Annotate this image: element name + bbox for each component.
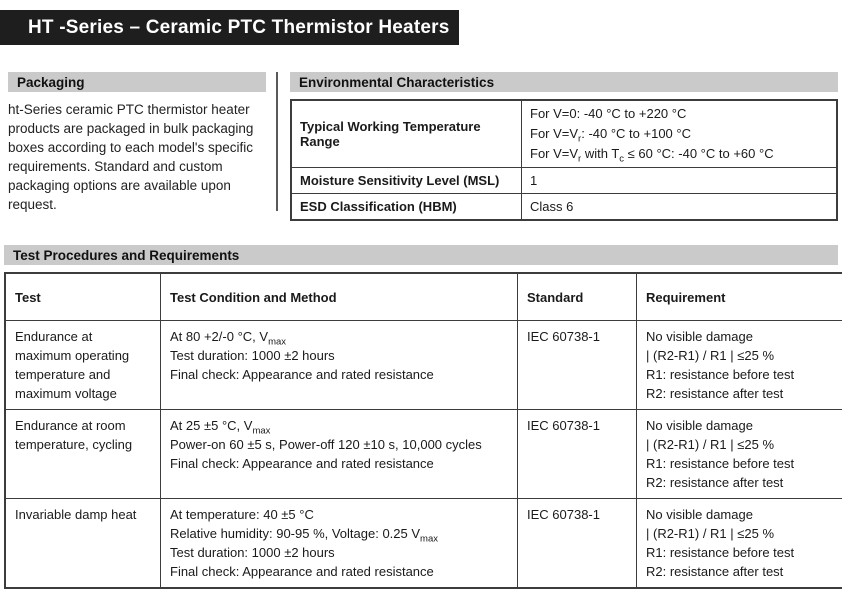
table-row [5,499,842,589]
environmental-heading-bar [290,72,838,92]
packaging-body-text: ht-Series ceramic PTC thermistor heater products are packaged in bulk packaging boxes according to each model's specific requirements. Standard and custom packaging options are available upon request. [8,100,266,214]
env-row-value: For V=0: -40 °C to +220 °C For $V=V_r$: -40 °C to +100 °C For $V=V_r$ with $T_c \le 60$ °C: -40 °C to +60 °C [522,100,838,168]
packaging-section [8,72,266,221]
packaging-heading: Packaging [8,75,85,90]
standard-cell: IEC 60738-1 [518,410,637,499]
table-row [5,410,842,499]
test-cell: Invariable damp heat [5,499,161,589]
table-row [291,100,837,168]
page-title-bar [0,10,459,45]
table-row [291,168,837,194]
condition-cell: At 80 +2/-0 °C, $V_{max}$ Test duration: 1000 ±2 hours Final check: Appearance and rated resistance [161,321,518,410]
env-row-label: Moisture Sensitivity Level (MSL) [291,168,522,194]
condition-cell: At temperature: 40 ±5 °C Relative humidity: 90-95 %, Voltage: 0.25 $V_{max}$ Test duration: 1000 ±2 hours Final check: Appearance and rated resistance [161,499,518,589]
test-cell: Endurance at room temperature, cycling [5,410,161,499]
environmental-heading: Environmental Characteristics [290,75,494,90]
test-cell: Endurance at maximum operating temperature and maximum voltage [5,321,161,410]
column-header-requirement: Requirement [637,273,842,321]
test-procedures-table [4,272,842,589]
environmental-table [290,99,838,221]
env-row-label: ESD Classification (HBM) [291,194,522,221]
column-header-standard: Standard [518,273,637,321]
intro-section [0,72,842,221]
table-header-row [5,273,842,321]
condition-cell: At 25 ±5 °C, $V_{max}$ Power-on 60 ±5 s, Power-off 120 ±10 s, 10,000 cycles Final check: Appearance and rated resistance [161,410,518,499]
table-row [5,321,842,410]
test-procedures-heading: Test Procedures and Requirements [4,248,239,263]
packaging-heading-bar [8,72,266,92]
environmental-section [290,72,838,221]
column-divider [276,72,278,211]
standard-cell: IEC 60738-1 [518,499,637,589]
requirement-cell: No visible damage | (R2-R1) / R1 | ≤25 % R1: resistance before test R2: resistance after test [637,410,842,499]
column-header-test: Test [5,273,161,321]
env-row-value: 1 [522,168,838,194]
table-row [291,194,837,221]
standard-cell: IEC 60738-1 [518,321,637,410]
test-procedures-heading-bar [4,245,838,265]
page-title: HT -Series – Ceramic PTC Thermistor Heaters [0,17,449,39]
requirement-cell: No visible damage | (R2-R1) / R1 | ≤25 % R1: resistance before test R2: resistance after test [637,499,842,589]
env-row-value: Class 6 [522,194,838,221]
env-row-label: Typical Working Temperature Range [291,100,522,168]
column-header-condition: Test Condition and Method [161,273,518,321]
requirement-cell: No visible damage | (R2-R1) / R1 | ≤25 % R1: resistance before test R2: resistance after test [637,321,842,410]
